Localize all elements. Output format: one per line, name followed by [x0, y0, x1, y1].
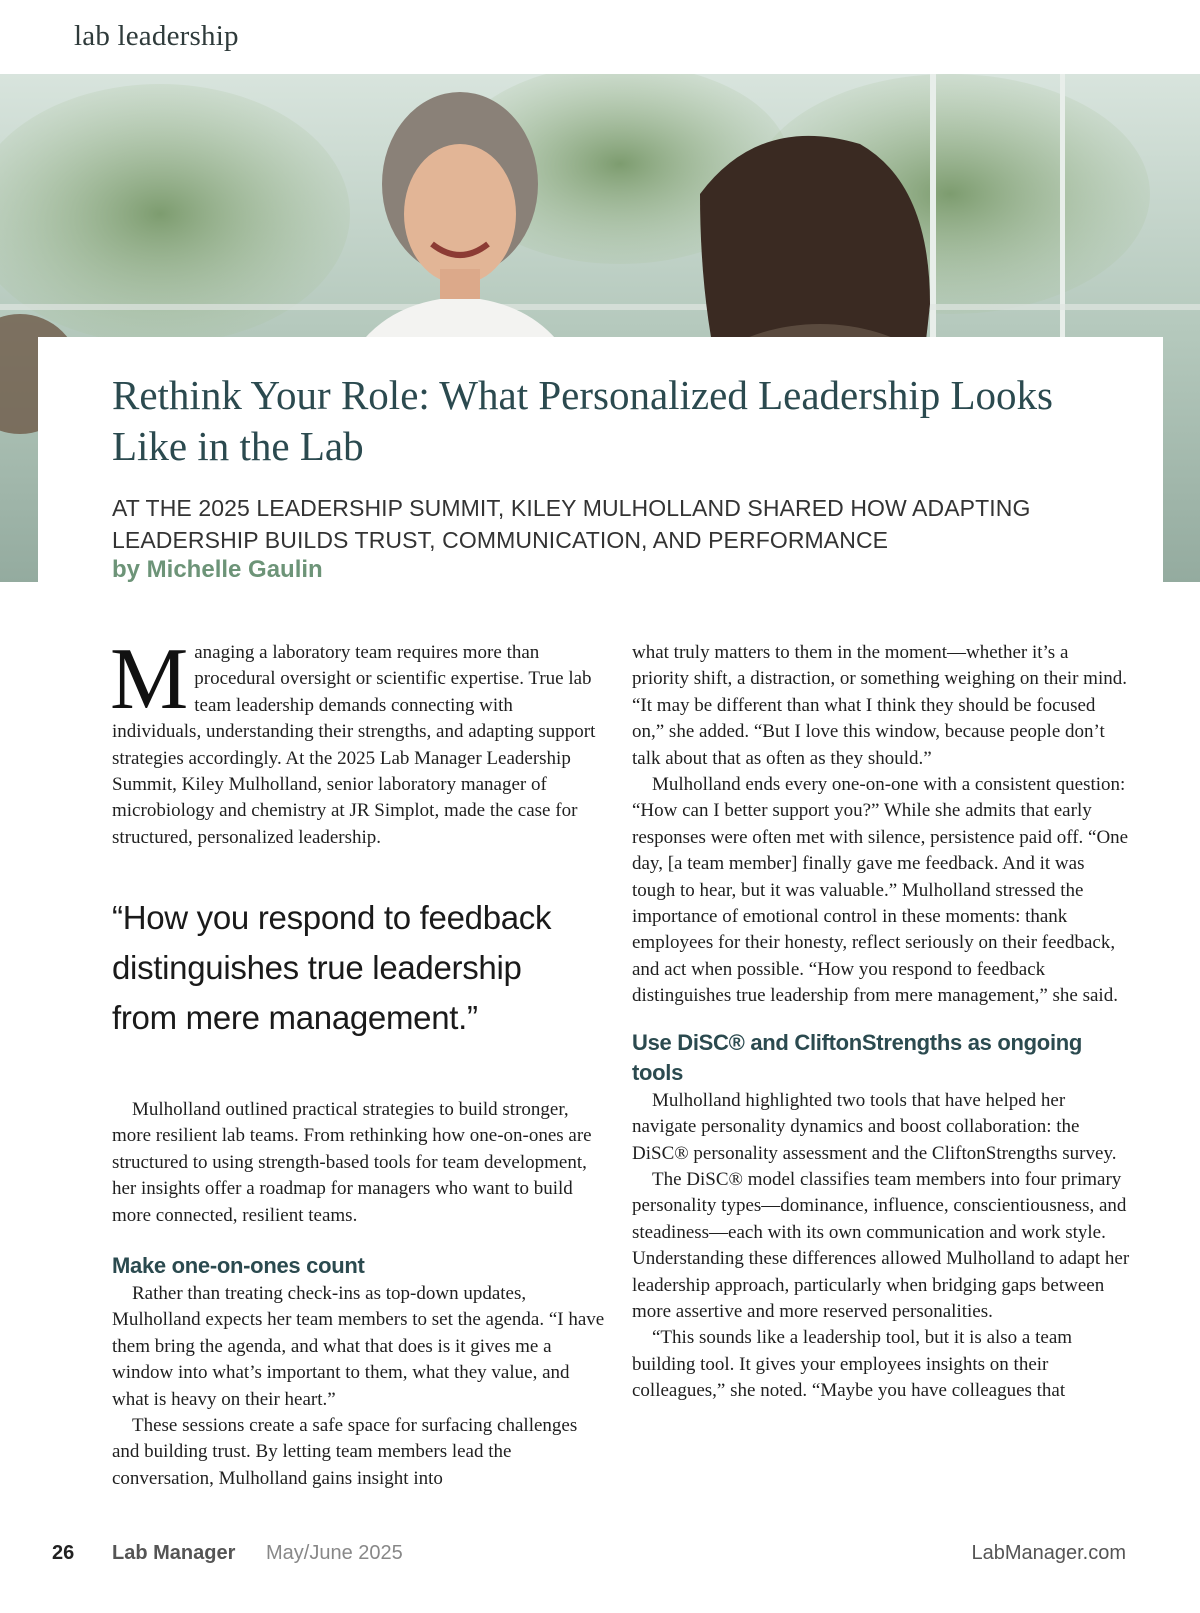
section-label: lab leadership: [74, 20, 239, 52]
body-paragraph: Rather than treating check-ins as top-down updates, Mulholland expects her team members to set the agenda. “I have them bring the agenda, and what that does is it gives me a window into what’s important to them, what they value, and what is heavy on their heart.”: [112, 1283, 605, 1410]
body-paragraph: “This sounds like a leadership tool, but it is also a team building tool. It gives your employees insights on their colleagues,” she noted. “Maybe you have colleagues that: [632, 1327, 1073, 1402]
article-byline: by Michelle Gaulin: [112, 556, 323, 583]
body-paragraph: Mulholland highlighted two tools that have helped her navigate personality dynamics and boost collaboration: the DiSC® personality assessment and the CliftonStrengths survey.: [632, 1089, 1117, 1164]
body-paragraph: These sessions create a safe space for surfacing challenges and building trust. By letting team members lead the conversation, Mulholland gains insight into: [112, 1415, 578, 1489]
page-footer: [0, 1542, 1200, 1572]
article-subhead: AT THE 2025 LEADERSHIP SUMMIT, KILEY MULHOLLAND SHARED HOW ADAPTING LEADERSHIP BUILDS TRUST, COMMUNICATION, AND PERFORMANCE: [112, 495, 1031, 553]
article-headline: Rethink Your Role: What Personalized Leadership Looks Like in the Lab: [112, 372, 1053, 469]
intro-text: anaging a laboratory team requires more than procedural oversight or scientific expertise. True lab team leadership demands connecting with individuals, understanding their strengths, and adapting support strategies accordingly. At the 2025 Lab Manager Leadership Summit, Kiley Mulholland, senior laboratory manager of microbiology and chemistry at JR Simplot, made the case for structured, personalized leadership.: [112, 642, 596, 848]
page-number: 26: [52, 1542, 75, 1564]
issue-date: May/June 2025: [266, 1542, 403, 1564]
body-paragraph: The DiSC® model classifies team members into four primary personality types—dominance, influence, conscientiousness, and steadiness—each with its own communication and work style. Understanding these differences allowed Mulholland to adapt her leadership approach, particularly when bridging gaps between more assertive and more reserved personalities.: [632, 1168, 1130, 1322]
body-paragraph: Mulholland outlined practical strategies to build stronger, more resilient lab teams. From rethinking how one-on-ones are structured to using strength-based tools for team development, her insights offer a roadmap for managers who want to build more connected, resilient teams.: [112, 1099, 592, 1226]
section-heading-disc: Use DiSC® and CliftonStrengths as ongoing tools: [632, 1029, 1083, 1085]
right-column: [632, 640, 1130, 1405]
left-column: [110, 631, 606, 851]
section-heading-one-on-ones: Make one-on-ones count: [112, 1253, 365, 1279]
magazine-name: Lab Manager: [112, 1542, 236, 1564]
website-link[interactable]: LabManager.com: [971, 1542, 1126, 1564]
body-paragraph: what truly matters to them in the moment—whether it’s a priority shift, a distraction, or something weighing on their mind. “It may be different than what I think they should be focused on,” she added. “But I love this window, because people don’t talk about that as often as they should.”: [632, 642, 1127, 769]
dropcap: M: [110, 631, 189, 728]
body-paragraph: Mulholland ends every one-on-one with a consistent question: “How can I better support you?” While she admits that early responses were often met with silence, persistence paid off. “One day, [a team member] finally gave me feedback. And it was tough to hear, but it was valuable.” Mulholland stressed the importance of emotional control in these moments: thank employees for their honesty, reflect seriously on their feedback, and act when possible. “How you respond to feedback distinguishes true leadership from mere management,” she said.: [632, 774, 1129, 1007]
pull-quote: “How you respond to feedback distinguishes true leadership from mere management.”: [112, 899, 552, 1036]
intro-paragraph: [110, 631, 606, 851]
left-column-lower: [112, 1097, 606, 1492]
